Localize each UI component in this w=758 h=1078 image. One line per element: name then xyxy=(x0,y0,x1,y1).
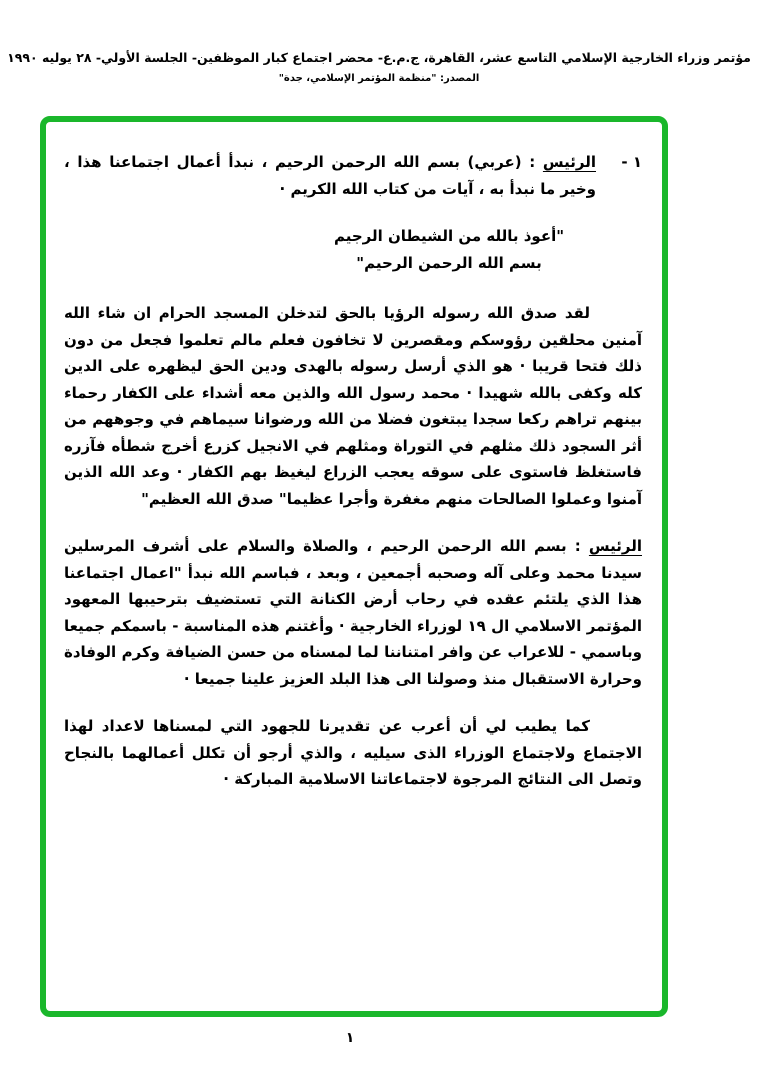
basmala-quote xyxy=(294,223,604,277)
document-frame xyxy=(40,116,668,1017)
paragraph-closing: كما يطيب لي أن أعرب عن تقديرنا للجهود التي لمسناها لاعداد لهذا الاجتماع ولاجتماع الوزراء الذى سيليه ، والذي أرجو أن تكلل أعمالهما بالنجاح وتصل الى النتائج المرجوة لاجتماعاتنا الاسلامية المباركة · xyxy=(64,717,642,788)
document-header xyxy=(0,50,758,84)
item-number: ١ - xyxy=(621,153,642,171)
opening-text: : (عربي) بسم الله الرحمن الرحيم ، نبدأ أعمال اجتماعنا هذا ، وخير ما نبدأ به ، آيات من كتاب الله الكريم · xyxy=(64,153,596,198)
speaker-label: الرئيس xyxy=(588,537,642,555)
opening-paragraph-text xyxy=(64,149,596,202)
header-source: المصدر: "منظمة المؤتمر الإسلامي، جدة" xyxy=(278,73,480,84)
header-title: مؤتمر وزراء الخارجية الإسلامي التاسع عشر، القاهرة، ج.م.ع- محضر اجتماع كبار الموظفين- الجلسة الأولي- ٢٨ يوليه ١٩٩٠ xyxy=(7,50,751,65)
president-text: : بسم الله الرحمن الرحيم ، والصلاة والسلام على أشرف المرسلين سيدنا محمد وعلى آله وصحبه أجمعين ، وبعد ، فباسم الله نبدأ "اعمال اجتماعنا هذا الذي يلتئم عقده في رحاب أرض الكنانة التي تستضيف بترحيبها المعهود المؤتمر الاسلامي ال ١٩ لوزراء الخارجية · وأغتنم هذه المناسبة - باسمكم جميعا وباسمي - للاعراب عن وافر امتناننا لما لمسناه من حسن الضيافة وكرم الوفادة وحرارة الاستقبال منذ وصولنا الى هذا البلد العزيز علينا جميعا · xyxy=(64,537,642,688)
page-number: ١ xyxy=(345,1030,355,1046)
quote-line-2: بسم الله الرحمن الرحيم" xyxy=(356,254,542,272)
paragraph-quran-passage: لقد صدق الله رسوله الرؤيا بالحق لتدخلن المسجد الحرام ان شاء الله آمنين محلقين رؤوسكم ومقصرين لا تخافون فعلم مالم تعلموا فجعل من دون ذلك فتحا قريبا · هو الذي أرسل رسوله بالهدى ودين الحق ليظهره على الدين كله وكفى بالله شهيدا · محمد رسول الله والذين معه أشداء على الكفار رحماء بينهم تراهم ركعا سجدا يبتغون فضلا من الله ورضوانا سيماهم في وجوههم من أثر السجود ذلك مثلهم في التوراة ومثلهم في الانجيل كزرع أخرج شطأه فآزره فاستغلظ فاستوى على سوقه يعجب الزراع ليغيظ بهم الكفار · وعد الله الذين آمنوا وعملوا الصالحات منهم مغفرة وأجرا عظيما" صدق الله العظيم" xyxy=(64,304,642,508)
paragraph-opening xyxy=(64,149,642,202)
paragraph-president-speech xyxy=(64,533,642,692)
quote-line-1: "أعوذ بالله من الشيطان الرجيم xyxy=(333,227,565,245)
speaker-label: الرئيس xyxy=(542,153,596,171)
